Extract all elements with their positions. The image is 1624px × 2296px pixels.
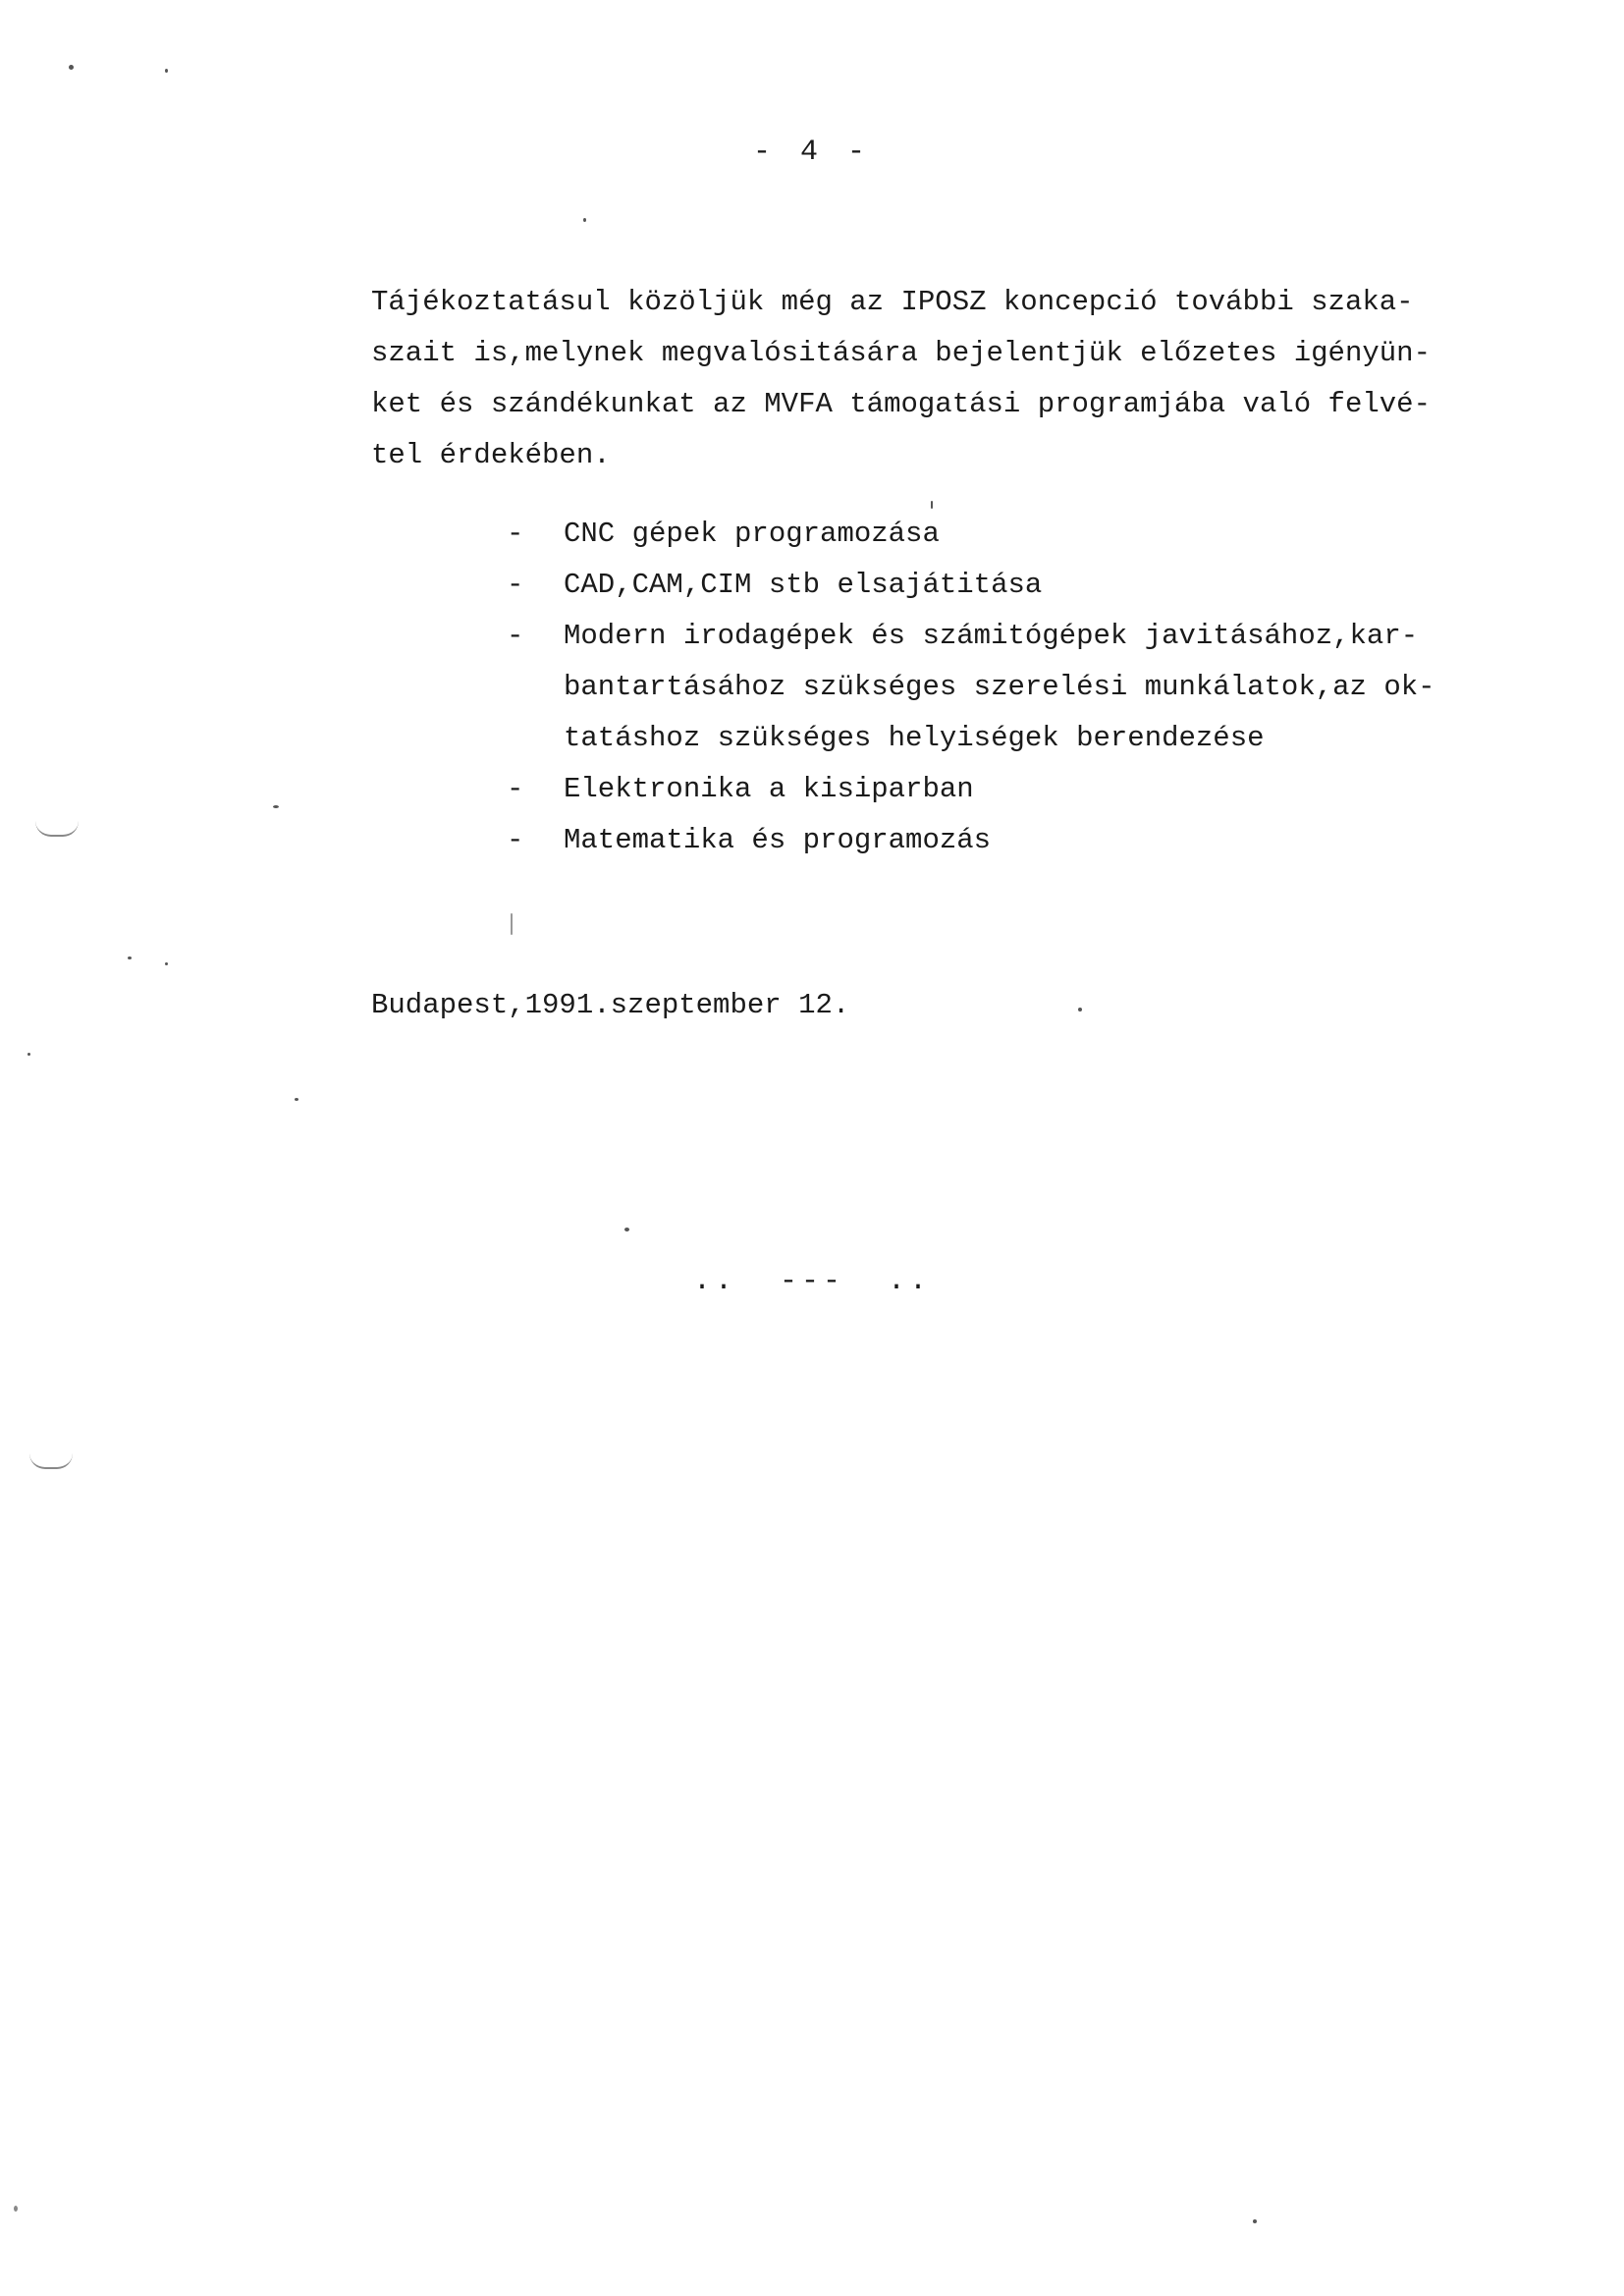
scan-mark bbox=[35, 821, 79, 837]
scan-speck bbox=[931, 501, 933, 509]
list-item bbox=[507, 764, 1469, 815]
scan-speck bbox=[1253, 2219, 1257, 2223]
scan-speck bbox=[273, 805, 279, 808]
scan-speck bbox=[295, 1098, 298, 1101]
list-dash: - bbox=[507, 620, 524, 652]
list-item-text: Modern irodagépek és számitógépek javitásához,kar- bbox=[564, 620, 1419, 652]
intro-paragraph bbox=[371, 277, 1451, 481]
page-number: - 4 - bbox=[752, 136, 871, 169]
scan-speck bbox=[27, 1053, 30, 1056]
list-dash: - bbox=[507, 518, 524, 550]
scan-speck bbox=[165, 962, 168, 965]
list-item-text: CNC gépek programozása bbox=[564, 518, 940, 550]
scan-speck bbox=[583, 218, 586, 222]
scan-speck bbox=[69, 65, 74, 70]
scan-speck bbox=[624, 1228, 629, 1231]
scan-speck bbox=[165, 69, 168, 73]
list-dash: - bbox=[507, 773, 524, 805]
scan-mark bbox=[29, 1453, 73, 1469]
list-dash: - bbox=[507, 569, 524, 601]
intro-line: ket és szándékunkat az MVFA támogatási programjába való felvé- bbox=[371, 388, 1431, 420]
list-item bbox=[507, 611, 1469, 764]
intro-line: Tájékoztatásul közöljük még az IPOSZ koncepció további szaka- bbox=[371, 286, 1414, 318]
program-list bbox=[507, 509, 1469, 866]
scan-speck bbox=[511, 913, 513, 935]
list-item bbox=[507, 509, 1469, 560]
list-item bbox=[507, 815, 1469, 866]
list-item-text: Matematika és programozás bbox=[564, 824, 992, 856]
list-dash: - bbox=[507, 824, 524, 856]
list-item-text: tatáshoz szükséges helyiségek berendezése bbox=[564, 722, 1265, 754]
list-item bbox=[507, 560, 1469, 611]
scan-speck bbox=[128, 957, 132, 959]
scan-speck bbox=[1078, 1008, 1082, 1011]
list-item-text: Elektronika a kisiparban bbox=[564, 773, 974, 805]
end-mark: .. --- .. bbox=[692, 1265, 932, 1298]
intro-line: szait is,melynek megvalósitására bejelentjük előzetes igényün- bbox=[371, 337, 1431, 369]
scan-speck bbox=[14, 2206, 18, 2212]
list-item-text: CAD,CAM,CIM stb elsajátitása bbox=[564, 569, 1043, 601]
place-and-date: Budapest,1991.szeptember 12. bbox=[371, 989, 850, 1021]
list-item-text: bantartásához szükséges szerelési munkálatok,az ok- bbox=[564, 671, 1435, 703]
intro-line: tel érdekében. bbox=[371, 439, 611, 471]
